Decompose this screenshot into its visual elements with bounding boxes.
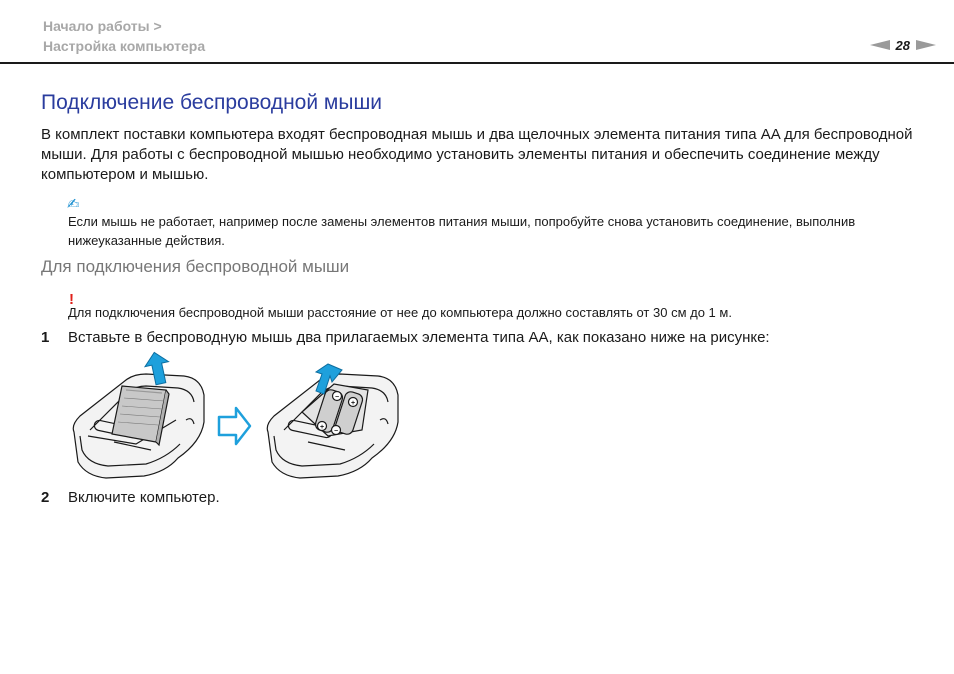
svg-text:−: − (333, 428, 339, 435)
warning-text: Для подключения беспроводной мыши расстояние от нее до компьютера должно составлять от 30 см до 1 м. (68, 305, 732, 320)
svg-text:−: − (334, 394, 340, 401)
step-text: Включите компьютер. (68, 489, 220, 506)
breadcrumb-getting-started[interactable]: Начало работы > (43, 18, 162, 34)
intro-paragraph: В комплект поставки компьютера входят беспроводная мышь и два щелочных элемента питания типа AA для беспроводной мыши. Для работы с беспроводной мышью необходимо установить элементы питания и обеспечить соединение между компьютером и мышью. (41, 126, 913, 183)
battery-insert-icon (267, 374, 398, 478)
battery-installation-illustration (66, 350, 406, 485)
pencil-note-icon: ✍ (67, 196, 80, 213)
page-navigator (870, 36, 936, 54)
breadcrumb (43, 16, 205, 56)
mouse-cover-open-icon (73, 374, 204, 478)
note-text: Если мышь не работает, например после замены элементов питания мыши, попробуйте снова установить соединение, выполнив нижеуказанные действия. (68, 214, 856, 248)
svg-text:+: + (350, 400, 356, 407)
breadcrumb-setup-computer[interactable]: Настройка компьютера (43, 38, 206, 54)
page-number: 28 (895, 37, 910, 53)
step-text: Вставьте в беспроводную мышь два прилагаемых элемента типа AA, как показано ниже на рисунке: (68, 329, 770, 346)
page-title: Подключение беспроводной мыши (41, 91, 383, 114)
step-number: 2 (41, 489, 50, 506)
section-subtitle: Для подключения беспроводной мыши (41, 257, 350, 276)
next-page-icon[interactable] (916, 40, 936, 50)
header-divider (0, 62, 954, 64)
exclamation-icon: ! (69, 291, 74, 308)
step-1 (41, 328, 770, 348)
next-step-arrow-icon (219, 408, 250, 444)
step-2 (41, 488, 220, 508)
previous-page-icon[interactable] (870, 40, 890, 50)
svg-text:+: + (319, 424, 325, 431)
step-number: 1 (41, 329, 50, 346)
